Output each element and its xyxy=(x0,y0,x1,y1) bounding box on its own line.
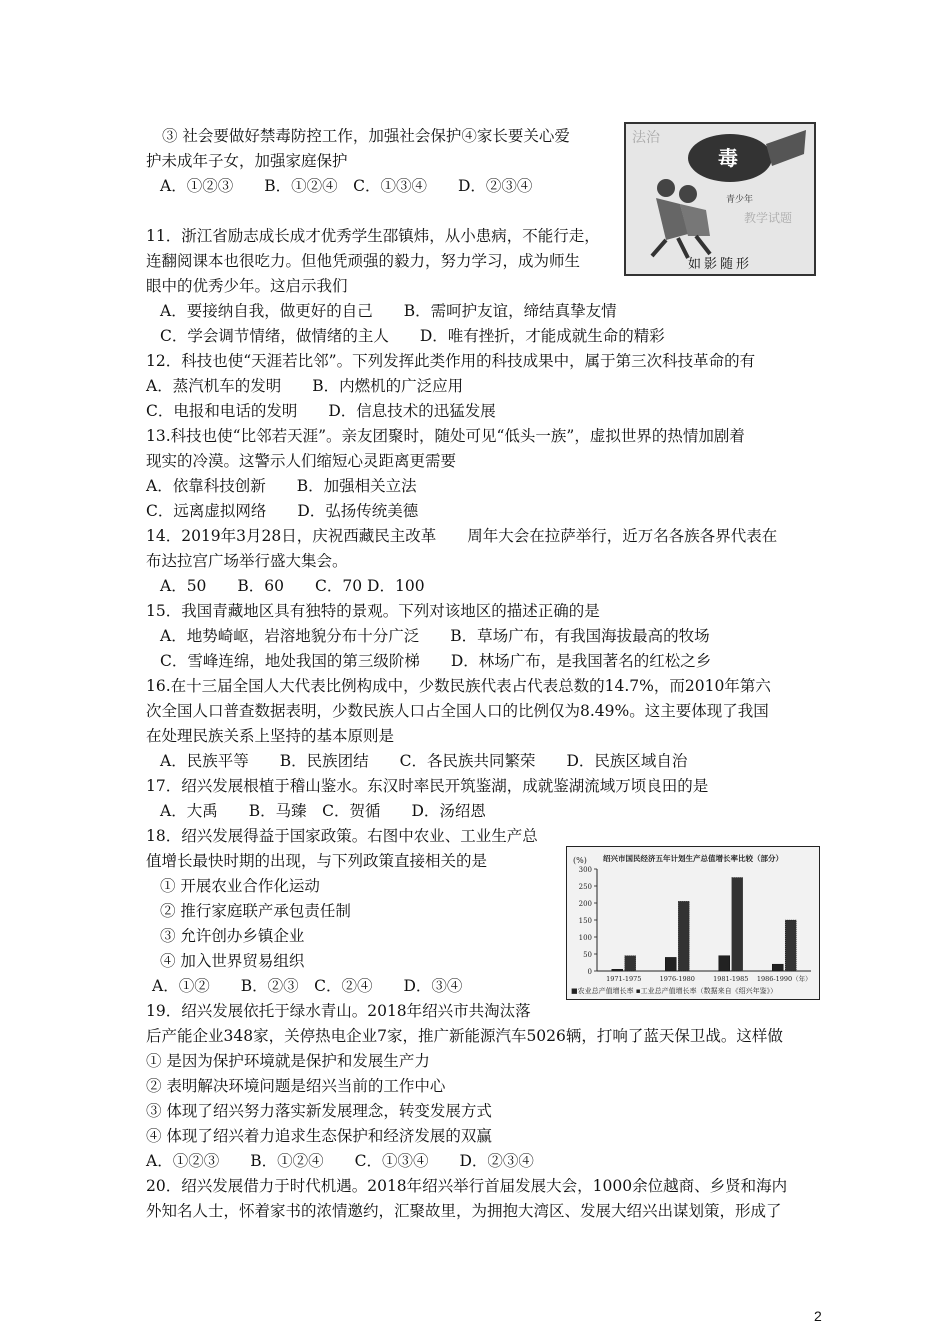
q12-options: A．蒸汽机车的发明 B．内燃机的广泛应用 xyxy=(146,377,464,395)
q13-stem: 现实的冷漠。这警示人们缩短心灵距离更需要 xyxy=(146,452,457,470)
q19-stem: 后产能企业348家，关停热电企业7家，推广新能源汽车5026辆，打响了蓝天保卫战。这样做 xyxy=(146,1027,783,1045)
q20-stem: 20．绍兴发展借力于时代机遇。2018年绍兴举行首届发展大会，1000余位越商、乡贤和海内 xyxy=(146,1177,788,1195)
q11-options: A．要接纳自我，做更好的自己 B．需呵护友谊，缔结真挚友情 xyxy=(160,302,617,320)
cartoon-caption: 如影随形 xyxy=(687,257,752,272)
chart-bar-agriculture xyxy=(612,969,623,971)
q19-item: ④ 体现了绍兴着力追求生态保护和经济发展的双赢 xyxy=(146,1127,492,1145)
figure-head xyxy=(657,179,675,197)
chart-y-tick-label: 100 xyxy=(578,934,592,942)
chart-bar-agriculture xyxy=(665,957,676,971)
chart-x-tick-label: 1981-1985 xyxy=(713,975,749,983)
q18-item: ② 推行家庭联产承包责任制 xyxy=(160,902,351,920)
chart-y-tick-label: 0 xyxy=(587,968,592,976)
chart-x-tick-label: 1986-1990（年） xyxy=(756,975,812,983)
q19-stem: 19．绍兴发展依托于绿水青山。2018年绍兴市共淘汰落 xyxy=(146,1002,531,1020)
q16-options: A．民族平等 B．民族团结 C．各民族共同繁荣 D．民族区域自治 xyxy=(160,752,688,770)
chart-footer: ■农业总产值增长率 ▪工业总产值增长率（数据来自《绍兴年鉴》） xyxy=(571,987,778,995)
q18-options: A．①② B．②③ C．②④ D．③④ xyxy=(152,977,463,995)
q19-item: ① 是因为保护环境就是保护和发展生产力 xyxy=(146,1052,430,1070)
q17-stem: 17．绍兴发展根植于稽山鉴水。东汉时率民开筑鉴湖，成就鉴湖流域万顷良田的是 xyxy=(146,777,709,795)
chart-y-tick-label: 50 xyxy=(583,951,592,959)
q15-options: C．雪峰连绵，地处我国的第三级阶梯 D．林场广布，是我国著名的红松之乡 xyxy=(160,652,712,670)
chart-y-label: (%) xyxy=(573,856,587,865)
q18-stem: 18．绍兴发展得益于国家政策。右图中农业、工业生产总 xyxy=(146,827,538,845)
chart-x-tick-label: 1976-1980 xyxy=(659,975,695,983)
chart-svg xyxy=(567,847,819,999)
bomb-label: 毒 xyxy=(718,146,738,170)
q13-options: C．远离虚拟网络 D．弘扬传统美德 xyxy=(146,502,419,520)
figure-label: 青少年 xyxy=(726,195,754,205)
q16-stem: 在处理民族关系上坚持的基本原则是 xyxy=(146,727,395,745)
q10-answers: A．①②③ B．①②④ C．①③④ D．②③④ xyxy=(160,177,533,195)
q10-option-4-cont: 护未成年子女，加强家庭保护 xyxy=(146,152,348,170)
q14-stem: 14．2019年3月28日，庆祝西藏民主改革 周年大会在拉萨举行，近万名各族各界代表在 xyxy=(146,527,778,545)
chart-y-tick-label: 200 xyxy=(578,900,592,908)
q19-item: ② 表明解决环境问题是绍兴当前的工作中心 xyxy=(146,1077,446,1095)
q11-stem: 眼中的优秀少年。这启示我们 xyxy=(146,277,348,295)
figure-head xyxy=(679,185,697,203)
chart-bar-agriculture xyxy=(719,956,730,971)
page-number: 2 xyxy=(814,1308,822,1324)
q14-options: A．50 B．60 C．70 D．100 xyxy=(160,577,425,595)
q11-stem: 连翻阅课本也很吃力。但他凭顽强的毅力，努力学习，成为师生 xyxy=(146,252,581,270)
q19-item: ③ 体现了绍兴努力落实新发展理念，转变发展方式 xyxy=(146,1102,492,1120)
growth-chart xyxy=(566,846,820,1000)
chart-x-tick-label: 1971-1975 xyxy=(606,975,642,983)
q15-options: A．地势崎岖，岩溶地貌分布十分广泛 B．草场广布，有我国海拔最高的牧场 xyxy=(160,627,710,645)
chart-bar-industry xyxy=(785,920,796,971)
q17-options: A．大禹 B．马臻 C．贺循 D．汤绍恩 xyxy=(160,802,486,820)
chart-y-tick-label: 250 xyxy=(578,883,592,891)
q13-stem: 13.科技也使“比邻若天涯”。亲友团聚时，随处可见“低头一族”，虚拟世界的热情加剧着 xyxy=(146,427,745,445)
q10-option-3-4: ③ 社会要做好禁毒防控工作，加强社会保护④家长要关心爱 xyxy=(162,127,570,145)
chart-bar-industry xyxy=(625,956,636,971)
chart-y-tick-label: 300 xyxy=(578,866,592,874)
cartoon-bg-text: 教学试题 xyxy=(744,211,793,225)
q16-stem: 次全国人口普查数据表明，少数民族人口占全国人口的比例仅为8.49%。这主要体现了我国 xyxy=(146,702,769,720)
cartoon-drawing xyxy=(626,124,814,274)
q18-stem: 值增长最快时期的出现，与下列政策直接相关的是 xyxy=(146,852,488,870)
q18-item: ④ 加入世界贸易组织 xyxy=(160,952,305,970)
q12-stem: 12．科技也使“天涯若比邻”。下列发挥此类作用的科技成果中，属于第三次科技革命的有 xyxy=(146,352,756,370)
q16-stem: 16.在十三届全国人大代表比例构成中，少数民族代表占代表总数的14.7%，而2010年第六 xyxy=(146,677,771,695)
q15-stem: 15．我国青藏地区具有独特的景观。下列对该地区的描述正确的是 xyxy=(146,602,600,620)
q18-item: ③ 允许创办乡镇企业 xyxy=(160,927,305,945)
q20-stem: 外知名人士，怀着家书的浓情邀约，汇聚故里，为拥抱大湾区、发展大绍兴出谋划策，形成了 xyxy=(146,1202,782,1220)
chart-title: 绍兴市国民经济五年计划生产总值增长率比较（部分） xyxy=(603,854,783,863)
q19-options: A．①②③ B．①②④ C．①③④ D．②③④ xyxy=(146,1152,534,1170)
cartoon-image xyxy=(624,122,816,276)
cartoon-bg-text: 法治 xyxy=(632,129,660,145)
q14-stem: 布达拉宫广场举行盛大集会。 xyxy=(146,552,348,570)
chart-bar-agriculture xyxy=(772,964,783,971)
chart-bar-industry xyxy=(732,878,743,972)
q11-options: C．学会调节情绪，做情绪的主人 D．唯有挫折，才能成就生命的精彩 xyxy=(160,327,665,345)
chart-y-tick-label: 150 xyxy=(578,917,592,925)
q12-options: C．电报和电话的发明 D．信息技术的迅猛发展 xyxy=(146,402,496,420)
q11-stem: 11．浙江省励志成长成才优秀学生邵镇炜，从小患病，不能行走， xyxy=(146,227,600,245)
chart-bar-industry xyxy=(678,901,689,971)
q18-item: ① 开展农业合作化运动 xyxy=(160,877,320,895)
q13-options: A．依靠科技创新 B．加强相关立法 xyxy=(146,477,417,495)
